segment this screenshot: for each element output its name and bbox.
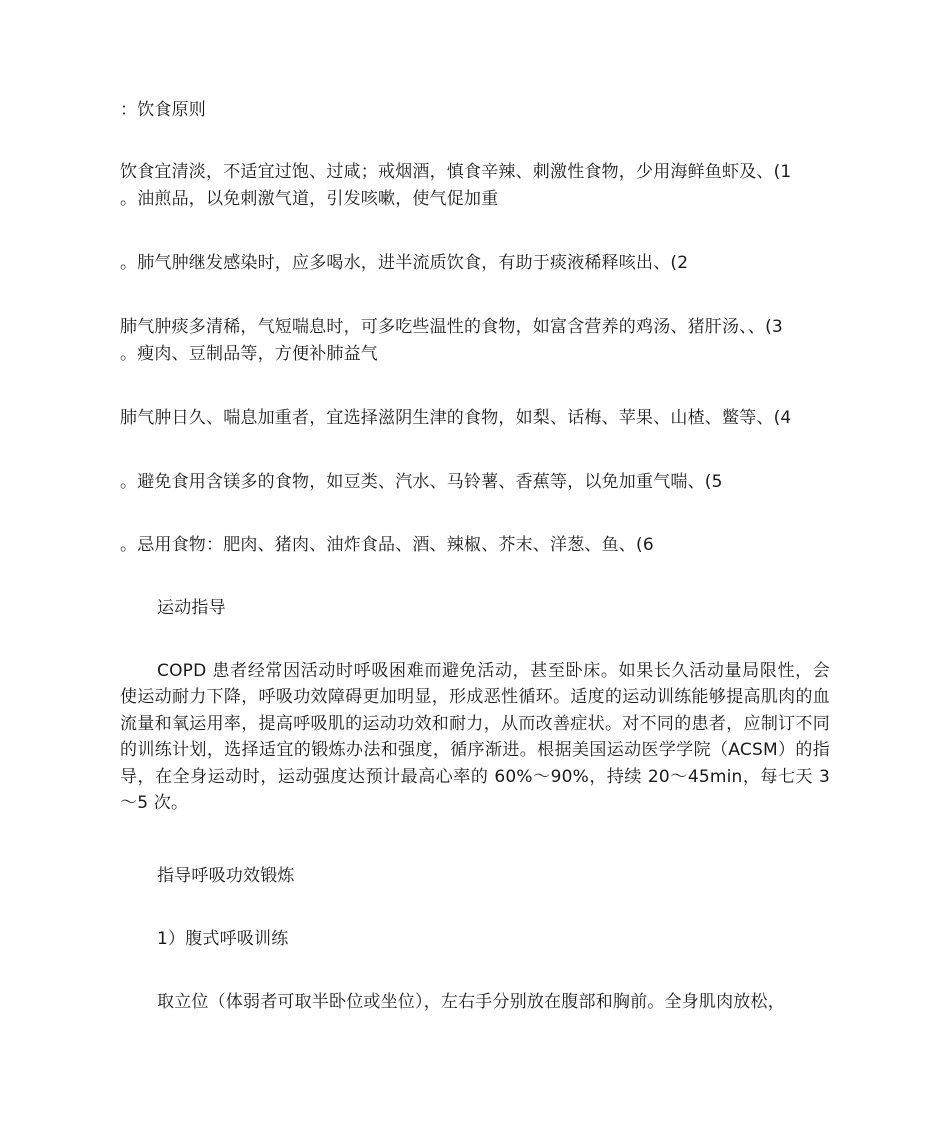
diet-item-3-line-1: 肺气肿痰多清稀，气短喘息时，可多吃些温性的食物，如富含营养的鸡汤、猪肝汤、、(3	[120, 317, 783, 337]
diet-item-2: 。肺气肿继发感染时，应多喝水，进半流质饮食，有助于痰液稀释咳出、(2	[120, 253, 689, 273]
diet-heading: ：饮食原则	[120, 100, 206, 120]
diet-item-1-line-2: 。油煎品，以免刺激气道，引发咳嗽，使气促加重	[120, 189, 499, 209]
diet-item-6: 。忌用食物：肥肉、猪肉、油炸食品、酒、辣椒、芥末、洋葱、鱼、(6	[120, 535, 654, 555]
breathing-sub-heading: 1）腹式呼吸训练	[157, 929, 289, 949]
diet-item-1-line-1: 饮食宜清淡，不适宜过饱、过咸；戒烟酒，慎食辛辣、刺激性食物，少用海鲜鱼虾及、(1	[120, 162, 792, 182]
exercise-paragraph: COPD 患者经常因活动时呼吸困难而避免活动，甚至卧床。如果长久活动量局限性，会使运动耐力下降，呼吸功效障碍更加明显，形成恶性循环。适度的运动训练能够提高肌肉的血流量和氧运用率，提高呼吸肌的运动功效和耐力，从而改善症状。对不同的患者，应制订不同的训练计划，选择适宜的锻炼办法和强度，循序渐进。根据美国运动医学学院（ACSM）的指导，在全身运动时，运动强度达预计最高心率的 60%～90%，持续 20～45min，每七天 3～5 次。	[120, 661, 830, 814]
breathing-paragraph: 取立位（体弱者可取半卧位或坐位），左右手分别放在腹部和胸前。全身肌肉放松，	[157, 992, 785, 1012]
diet-item-4: 肺气肿日久、喘息加重者，宜选择滋阴生津的食物，如梨、话梅、苹果、山楂、鳖等、(4	[120, 408, 792, 428]
diet-item-5: 。避免食用含镁多的食物，如豆类、汽水、马铃薯、香蕉等，以免加重气喘、(5	[120, 472, 723, 492]
diet-item-3-line-2: 。瘦肉、豆制品等，方便补肺益气	[120, 344, 378, 364]
breathing-heading: 指导呼吸功效锻炼	[157, 866, 295, 886]
exercise-heading: 运动指导	[157, 598, 226, 618]
